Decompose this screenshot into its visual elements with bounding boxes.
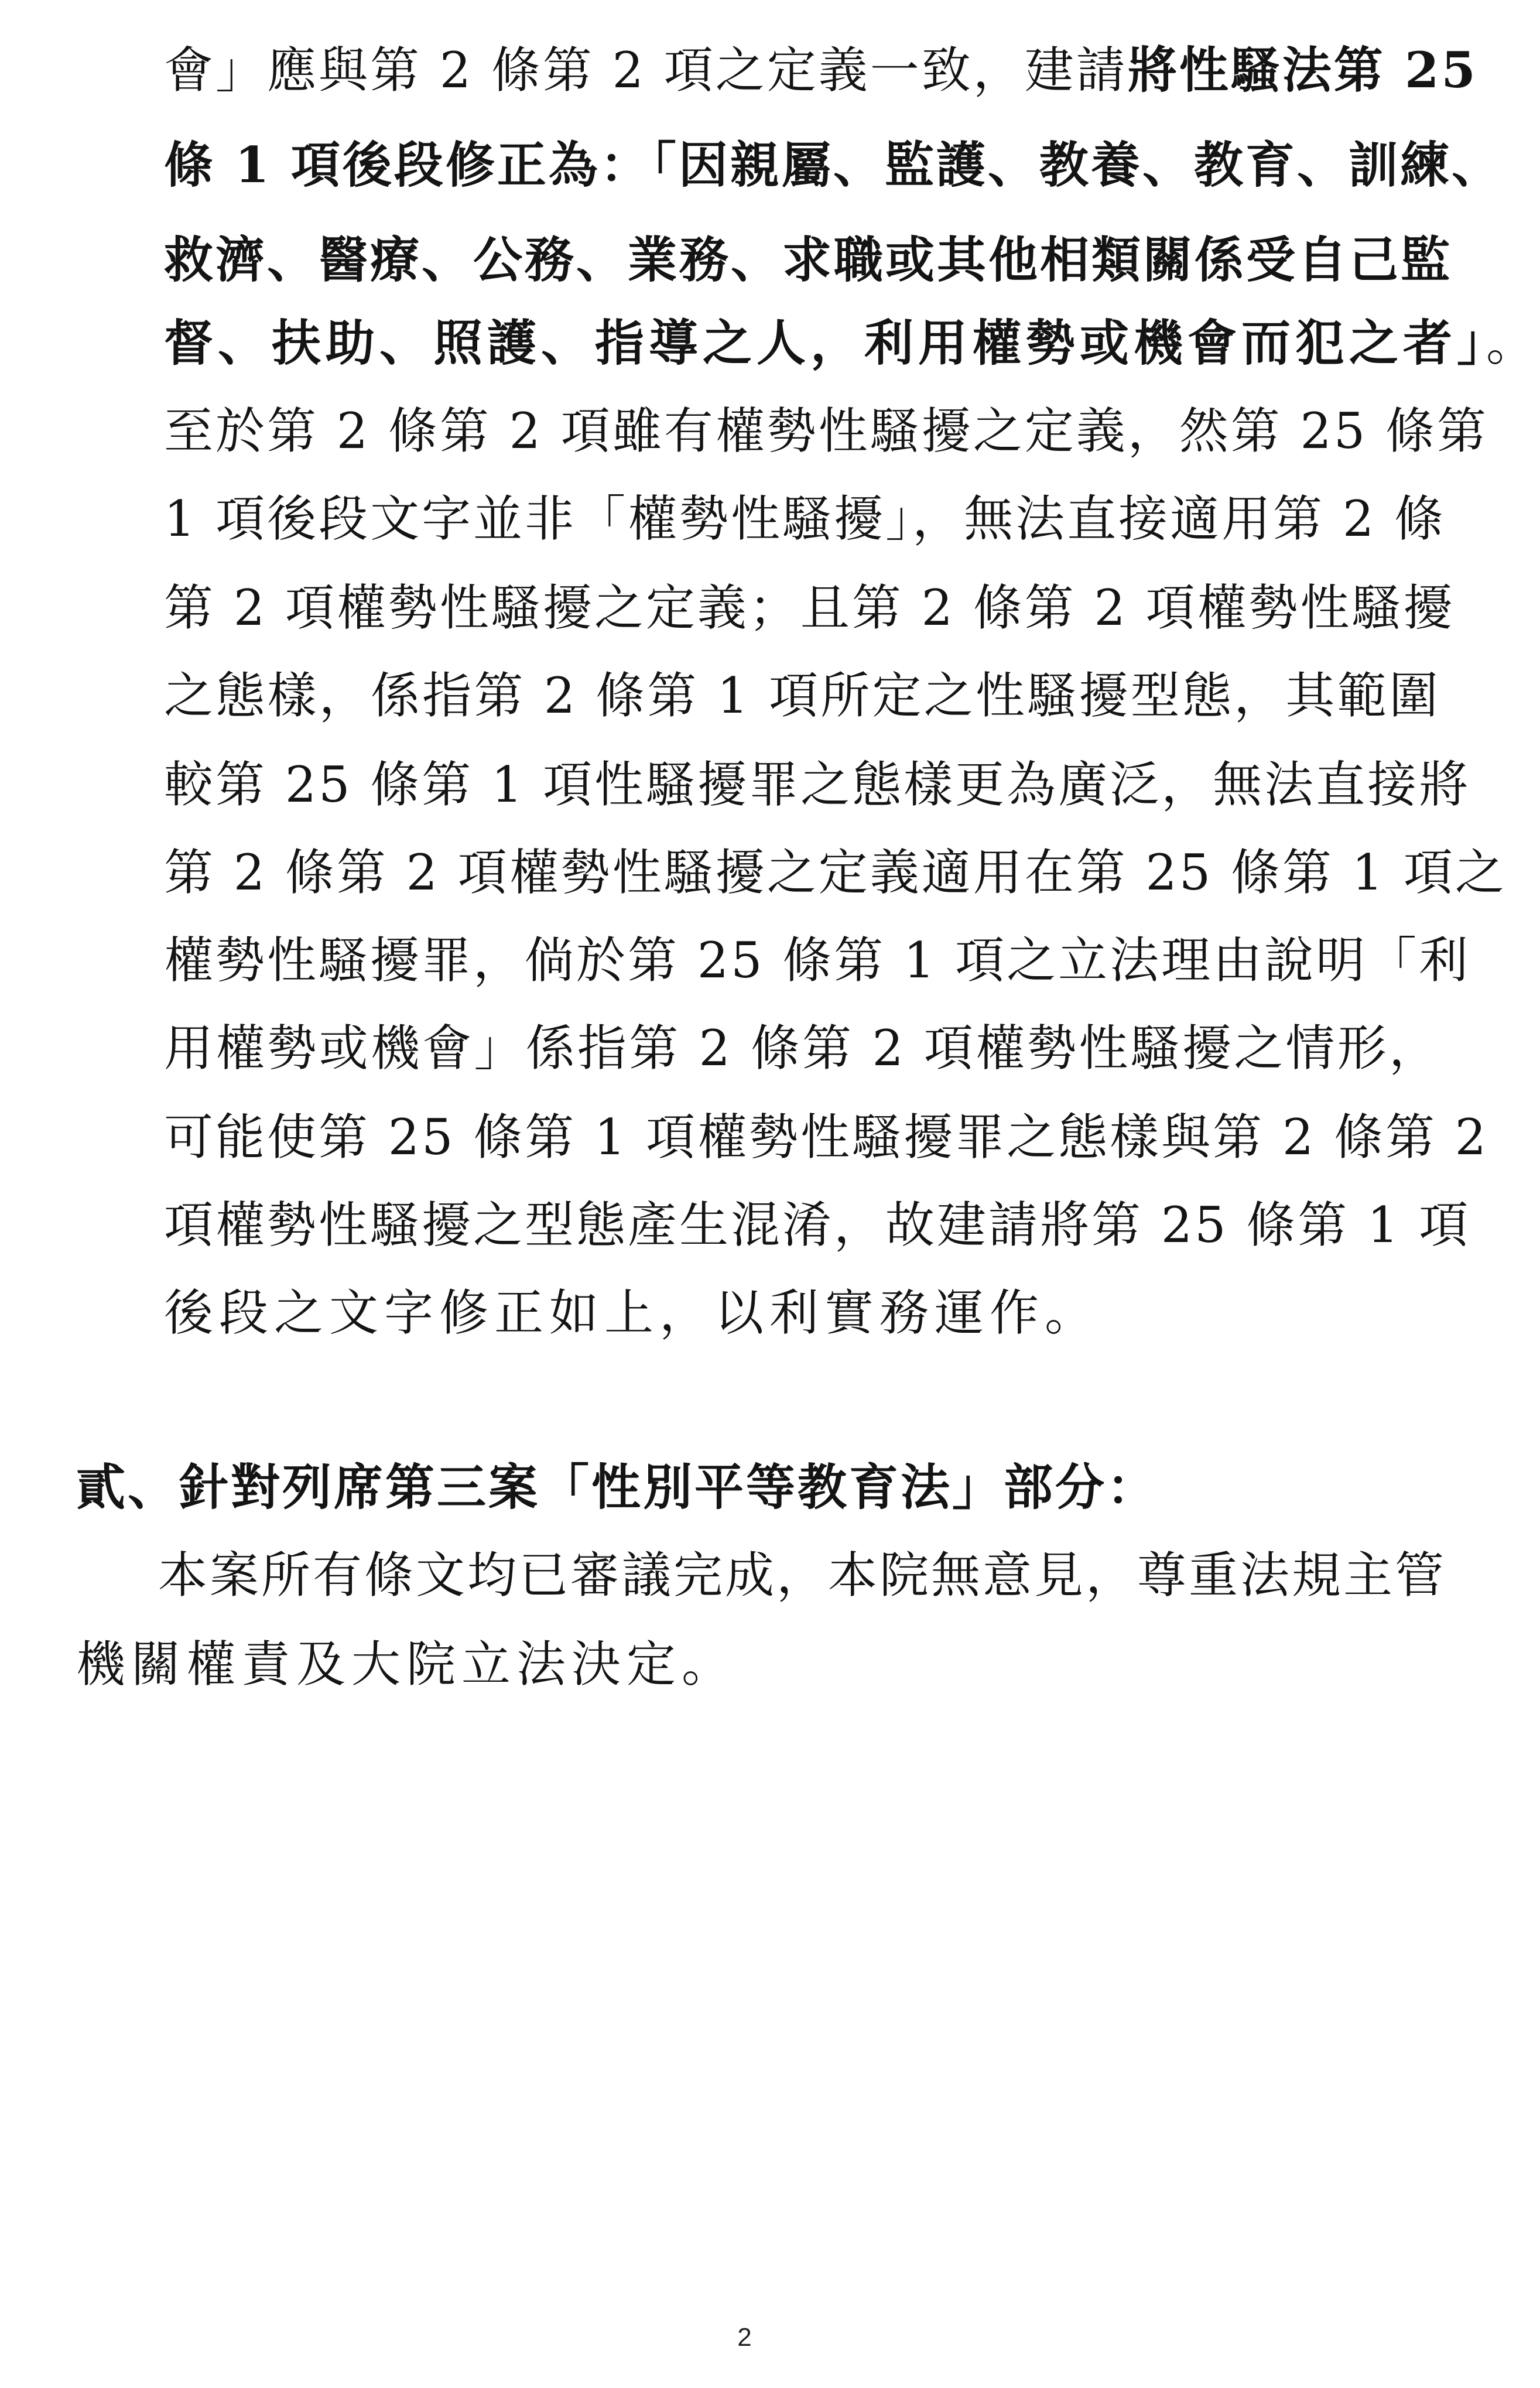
line-text: 第 2 項權勢性騷擾之定義；且第 2 條第 2 項權勢性騷擾 [164,579,1455,637]
line-text: 至於第 2 條第 2 項雖有權勢性騷擾之定義，然第 25 條第 [164,402,1488,460]
line-text: 。 [1486,314,1540,372]
paragraph-line [164,1019,1440,1077]
paragraph-line [164,490,1446,548]
line-text: 1 項後段文字並非「權勢性騷擾」，無法直接適用第 2 條 [164,490,1446,548]
line-text: 可能使第 25 條第 1 項權勢性騷擾罪之態樣與第 2 條第 2 [164,1109,1489,1166]
paragraph-line [164,1108,1489,1166]
line-text-bold: 將性騷法第 25 [1127,41,1478,99]
paragraph-line [164,666,1440,725]
paragraph-line [158,1546,1447,1604]
line-text: 機關權責及大院立法決定。 [76,1636,737,1693]
paragraph-line [76,1635,1440,1694]
section-heading: 貳、針對列席第三案「性別平等教育法」部分： [76,1458,1159,1516]
paragraph-line [164,1196,1471,1254]
paragraph-line [164,755,1471,814]
paragraph-line [164,931,1471,990]
paragraph-line [164,1284,1440,1342]
line-text: 第 2 條第 2 項權勢性騷擾之定義適用在第 25 條第 1 項之 [164,844,1507,901]
line-text: 較第 25 條第 1 項性騷擾罪之態樣更為廣泛，無法直接將 [164,756,1471,813]
line-text: 項權勢性騷擾之型態產生混淆，故建請將第 25 條第 1 項 [164,1196,1471,1254]
line-text: 後段之文字修正如上，以利實務運作。 [164,1284,1100,1342]
paragraph-line [164,579,1455,637]
line-text-bold: 督、扶助、照護、指導之人，利用權勢或機會而犯之者」 [164,314,1487,372]
line-text: 之態樣，係指第 2 條第 1 項所定之性騷擾型態，其範圍 [164,667,1440,724]
line-text-bold: 救濟、醫療、公務、業務、求職或其他相類關係受自己監 [164,231,1453,289]
paragraph-line [164,402,1488,460]
line-text: 會」應與第 2 條第 2 項之定義一致，建請 [164,42,1128,99]
page-number: 2 [737,2323,752,2352]
paragraph-line [164,231,1453,289]
paragraph-line [164,136,1503,194]
line-text-bold: 條 1 項後段修正為：「因親屬、監護、教養、教育、訓練、 [164,136,1503,194]
line-text: 本案所有條文均已審議完成，本院無意見，尊重法規主管 [158,1547,1447,1604]
line-text: 權勢性騷擾罪，倘於第 25 條第 1 項之立法理由說明「利 [164,932,1471,989]
line-text: 用權勢或機會」係指第 2 條第 2 項權勢性騷擾之情形， [164,1019,1440,1077]
paragraph-line [164,41,1478,100]
paragraph-line [164,314,1540,372]
paragraph-line [164,843,1507,902]
